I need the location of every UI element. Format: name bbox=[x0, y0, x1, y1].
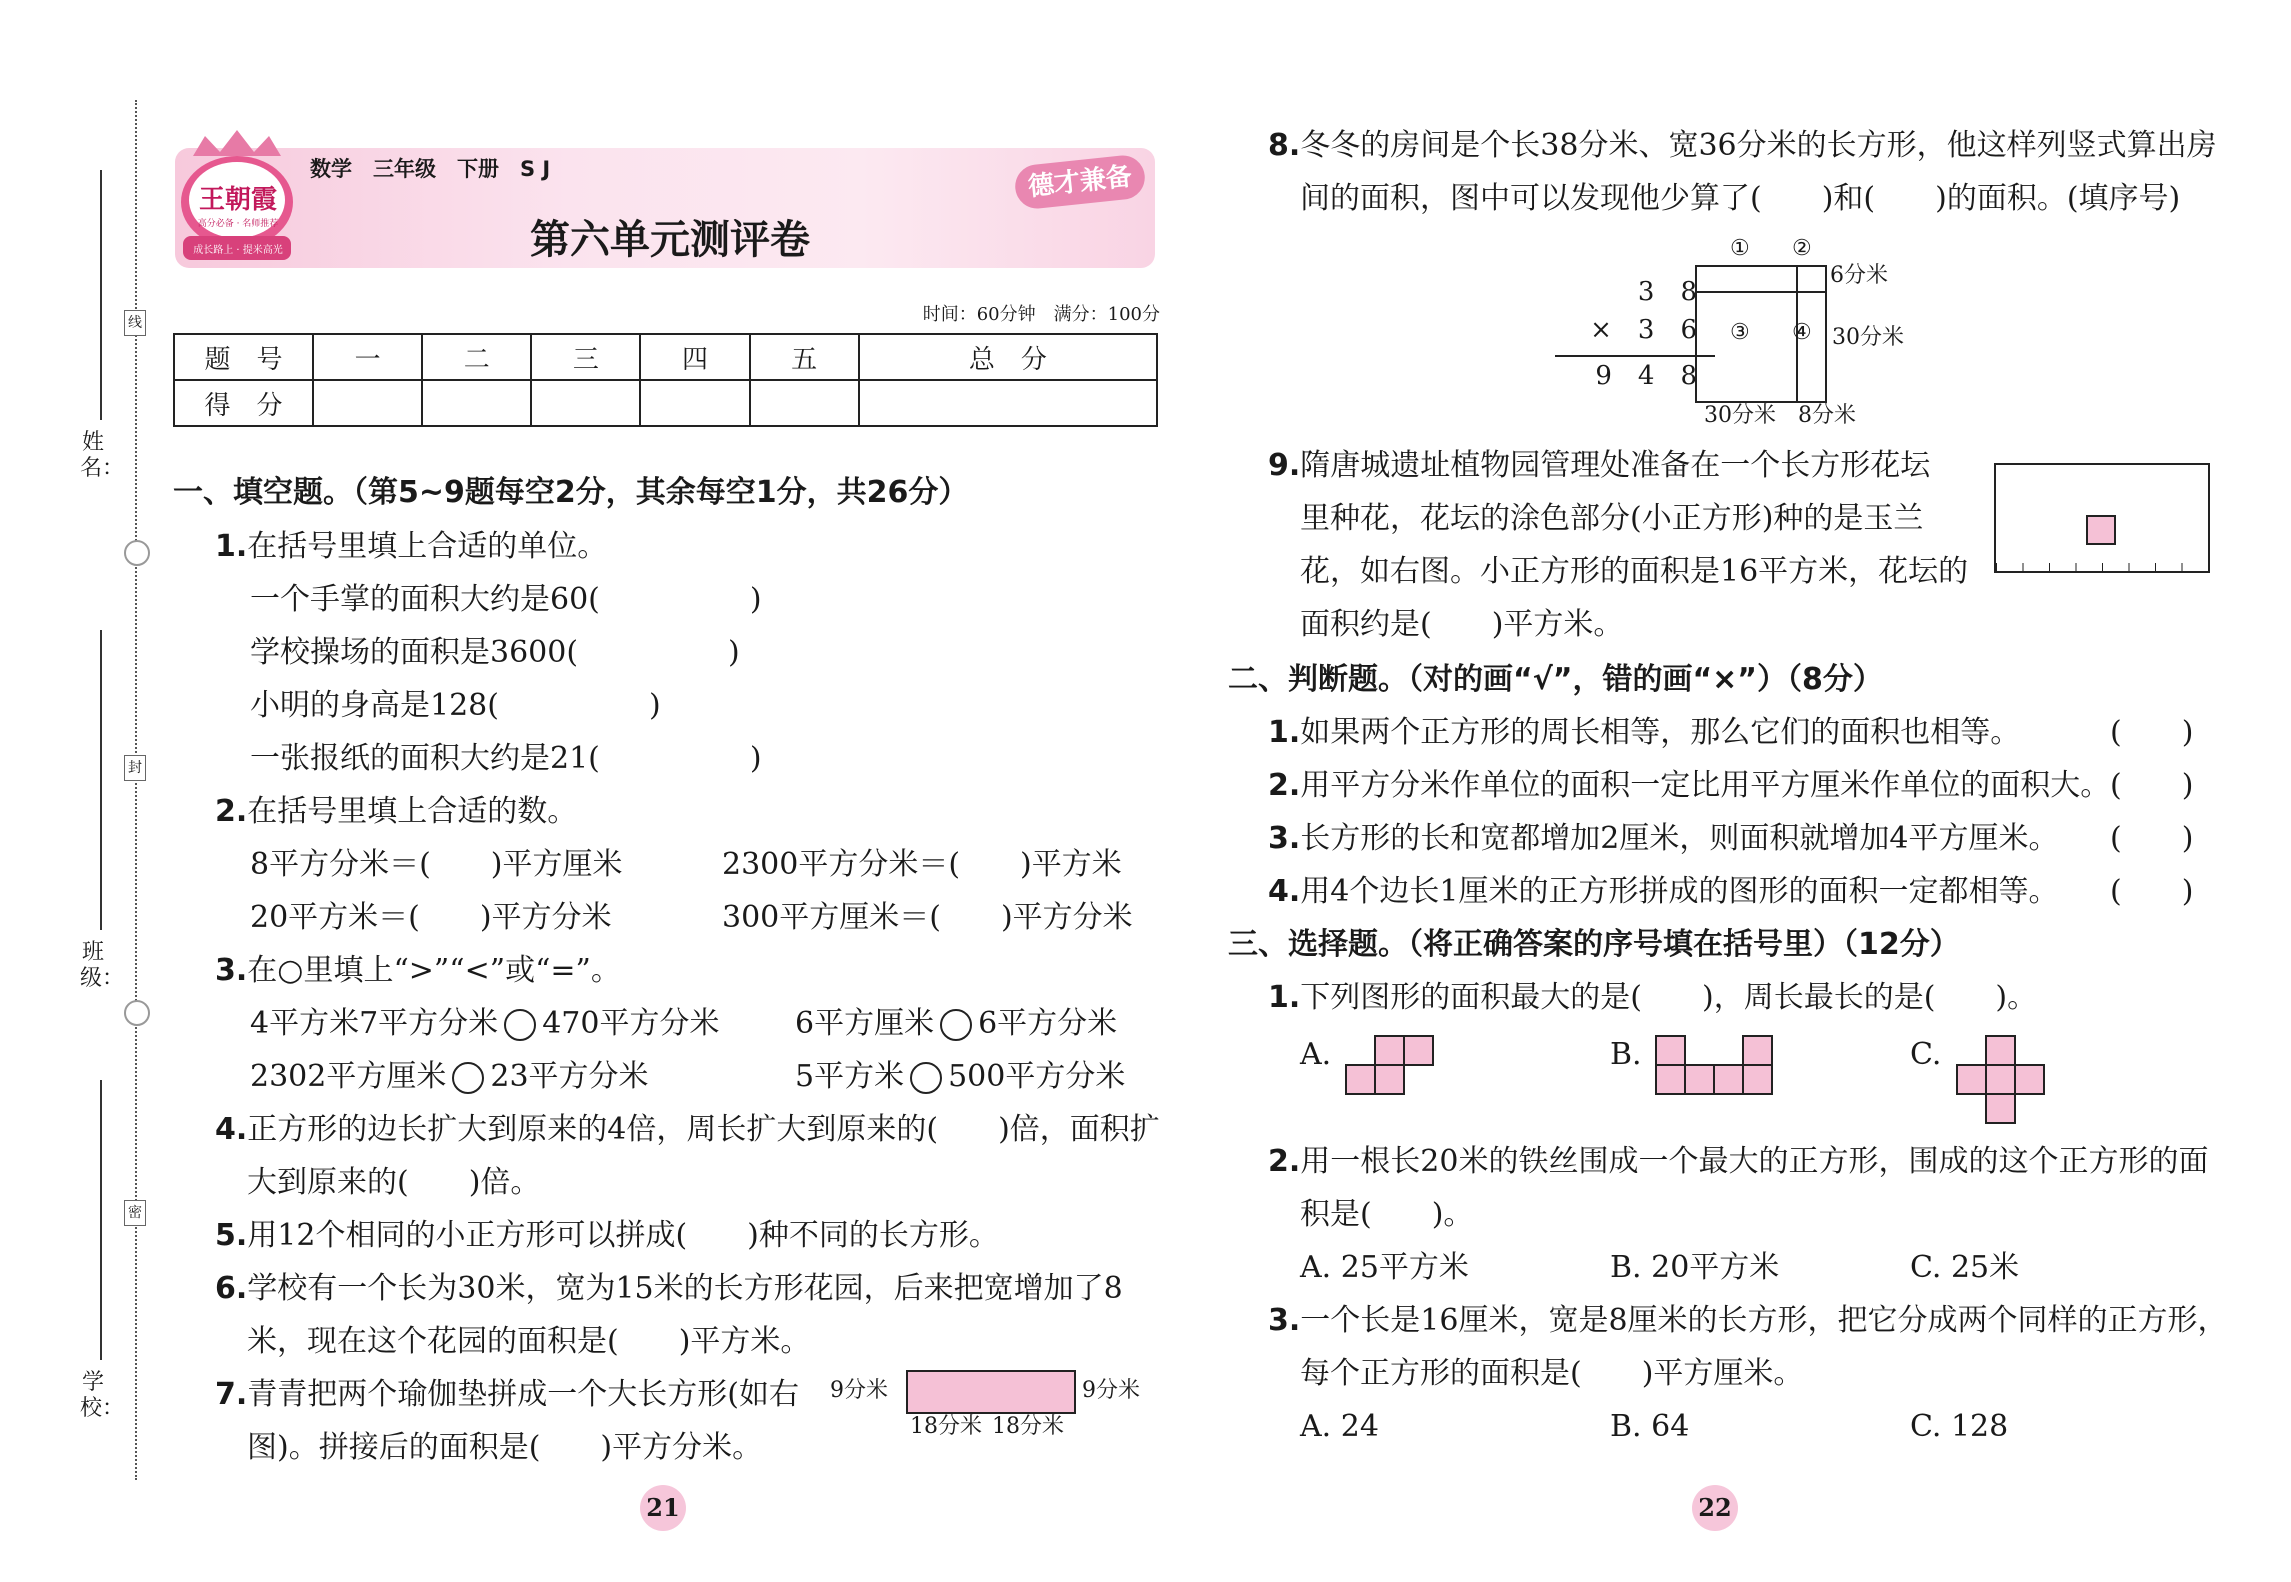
dim-label-30-horizontal: 30分米 bbox=[1704, 403, 1776, 428]
mark-secret: 密 bbox=[124, 1200, 146, 1226]
fig-label-bottom-1: 18分米 bbox=[910, 1414, 982, 1439]
mark-3: ③ bbox=[1730, 320, 1750, 345]
question-6 bbox=[215, 1269, 1123, 1309]
book-meta: 数学 三年级 下册 S J bbox=[310, 157, 551, 181]
fig-label-bottom-2: 18分米 bbox=[992, 1414, 1064, 1439]
q3-item-b bbox=[795, 1004, 1117, 1044]
section-heading-true-false: 二、判断题。（对的画“√”，错的画“×”）（8分） bbox=[1228, 662, 1883, 697]
q1-line-3: 小明的身高是128( ) bbox=[250, 688, 661, 723]
choice-q3-line-2: 每个正方形的面积是( )平方厘米。 bbox=[1300, 1356, 1804, 1391]
school-label: 学校： bbox=[80, 1370, 125, 1421]
compare-left: 5平方米 bbox=[795, 1059, 905, 1094]
question-number: 3. bbox=[1268, 821, 1301, 856]
binding-hole-icon bbox=[124, 1000, 150, 1026]
compare-circle[interactable] bbox=[940, 1009, 972, 1041]
q9-line-3: 花，如右图。小正方形的面积是16平方米，花坛的 bbox=[1300, 554, 1969, 589]
q1-line-4: 一张报纸的面积大约是21( ) bbox=[250, 741, 762, 776]
compare-left: 2302平方厘米 bbox=[250, 1059, 447, 1094]
question-text: 学校有一个长为30米，宽为15米的长方形花园，后来把宽增加了8 bbox=[247, 1271, 1123, 1306]
question-number: 4. bbox=[1268, 874, 1301, 909]
choice-q2-line-2: 积是( )。 bbox=[1300, 1197, 1474, 1232]
question-number: 8. bbox=[1268, 128, 1301, 163]
compare-left: 4平方米7平方分米 bbox=[250, 1006, 499, 1041]
flower-bed-ticks bbox=[1996, 563, 2208, 571]
question-8 bbox=[1268, 126, 2217, 166]
compare-right: 500平方分米 bbox=[948, 1059, 1126, 1094]
question-text: 正方形的边长扩大到原来的4倍，周长扩大到原来的( )倍，面积扩 bbox=[247, 1112, 1160, 1147]
table-cell: 得 分 bbox=[174, 380, 313, 426]
q2-item-c: 20平方米＝( )平方分米 bbox=[250, 900, 612, 935]
option-b[interactable]: B. 64 bbox=[1610, 1409, 1690, 1444]
mark-seal: 封 bbox=[124, 755, 146, 781]
tf-bracket[interactable]: ( ) bbox=[2110, 821, 2194, 856]
question-text: 如果两个正方形的周长相等，那么它们的面积也相等。 bbox=[1300, 715, 2021, 750]
room-divider-h bbox=[1695, 291, 1825, 293]
option-a-label[interactable]: A. bbox=[1300, 1037, 1332, 1072]
question-number: 2. bbox=[215, 794, 248, 829]
score-entry-cell[interactable] bbox=[531, 380, 640, 426]
dim-label-30-vertical: 30分米 bbox=[1832, 325, 1904, 350]
q2-item-d: 300平方厘米＝( )平方分米 bbox=[722, 900, 1133, 935]
dotted-fold-line bbox=[135, 100, 137, 1480]
question-number: 1. bbox=[1268, 715, 1301, 750]
question-text: 在括号里填上合适的单位。 bbox=[247, 529, 608, 564]
option-b-shape bbox=[1655, 1035, 1775, 1097]
choice-question-2 bbox=[1268, 1142, 2208, 1182]
brand-logo bbox=[175, 128, 300, 268]
question-text: 用一根长20米的铁丝围成一个最大的正方形，围成的这个正方形的面 bbox=[1300, 1144, 2209, 1179]
option-c[interactable]: C. 25米 bbox=[1910, 1250, 2020, 1285]
tf-item-3 bbox=[1268, 819, 2058, 859]
mark-line: 线 bbox=[124, 310, 146, 336]
section-heading-choice: 三、选择题。（将正确答案的序号填在括号里）（12分） bbox=[1228, 927, 1960, 962]
option-a[interactable]: A. 24 bbox=[1300, 1409, 1379, 1444]
q7-line-2: 图)。拼接后的面积是( )平方分米。 bbox=[247, 1430, 763, 1465]
score-entry-cell[interactable] bbox=[422, 380, 531, 426]
choice-question-1 bbox=[1268, 978, 2037, 1018]
option-c-label[interactable]: C. bbox=[1910, 1037, 1942, 1072]
compare-circle[interactable] bbox=[910, 1062, 942, 1094]
question-5 bbox=[215, 1216, 999, 1256]
table-cell: 四 bbox=[640, 334, 749, 380]
brand-name: 王朝霞 bbox=[198, 185, 277, 215]
fig-label-right: 9分米 bbox=[1082, 1378, 1140, 1403]
tf-bracket[interactable]: ( ) bbox=[2110, 768, 2194, 803]
question-number: 1. bbox=[215, 529, 248, 564]
compare-right: 470平方分米 bbox=[542, 1006, 720, 1041]
dim-label-6: 6分米 bbox=[1830, 263, 1888, 288]
question-7 bbox=[215, 1375, 799, 1415]
question-number: 5. bbox=[215, 1218, 248, 1253]
question-number: 2. bbox=[1268, 1144, 1301, 1179]
question-text: 一个长是16厘米，宽是8厘米的长方形，把它分成两个同样的正方形， bbox=[1300, 1303, 2228, 1338]
question-text: 在○里填上“>”“<”或“=”。 bbox=[247, 953, 621, 988]
tf-item-2 bbox=[1268, 766, 2110, 806]
q4-line-2: 大到原来的( )倍。 bbox=[247, 1165, 541, 1200]
yoga-mat-left bbox=[906, 1370, 994, 1414]
calc-row-2: × 3 6 bbox=[1590, 315, 1697, 345]
q1-line-1: 一个手掌的面积大约是60( ) bbox=[250, 582, 762, 617]
question-text: 下列图形的面积最大的是( )，周长最长的是( )。 bbox=[1300, 980, 2038, 1015]
question-text: 青青把两个瑜伽垫拼成一个大长方形(如右 bbox=[247, 1377, 799, 1412]
calc-row-3: 9 4 8 bbox=[1595, 361, 1697, 391]
tf-bracket[interactable]: ( ) bbox=[2110, 715, 2194, 750]
q2-item-b: 2300平方分米＝( )平方米 bbox=[722, 847, 1122, 882]
q3-item-a bbox=[250, 1004, 719, 1044]
page-number-left: 21 bbox=[640, 1485, 686, 1531]
page-number-right: 22 bbox=[1692, 1485, 1738, 1531]
brand-ribbon: 成长路上 · 提米高光 bbox=[193, 245, 283, 256]
score-entry-cell[interactable] bbox=[750, 380, 859, 426]
class-label: 班级： bbox=[80, 940, 125, 991]
question-text: 在括号里填上合适的数。 bbox=[247, 794, 578, 829]
question-1 bbox=[215, 527, 607, 567]
binding-gutter bbox=[60, 100, 150, 1480]
option-c[interactable]: C. 128 bbox=[1910, 1409, 2009, 1444]
mark-4: ④ bbox=[1792, 320, 1812, 345]
binding-hole-icon bbox=[124, 540, 150, 566]
table-cell: 三 bbox=[531, 334, 640, 380]
score-table bbox=[173, 333, 1158, 427]
option-a[interactable]: A. 25平方米 bbox=[1300, 1250, 1469, 1285]
option-c-shape bbox=[1955, 1035, 2047, 1127]
q9-line-2: 里种花，花坛的涂色部分(小正方形)种的是玉兰 bbox=[1300, 501, 1924, 536]
compare-circle[interactable] bbox=[504, 1009, 536, 1041]
q2-item-a: 8平方分米＝( )平方厘米 bbox=[250, 847, 623, 882]
question-number: 6. bbox=[215, 1271, 248, 1306]
option-a-shape bbox=[1345, 1035, 1435, 1097]
dim-label-8: 8分米 bbox=[1798, 403, 1856, 428]
question-2 bbox=[215, 792, 577, 832]
school-underline bbox=[100, 1080, 102, 1360]
option-b-label[interactable]: B. bbox=[1610, 1037, 1642, 1072]
question-text: 用12个相同的小正方形可以拼成( )种不同的长方形。 bbox=[247, 1218, 999, 1253]
tf-item-4 bbox=[1268, 872, 2058, 912]
option-b[interactable]: B. 20平方米 bbox=[1610, 1250, 1780, 1285]
table-cell: 一 bbox=[313, 334, 422, 380]
q3-item-d bbox=[795, 1057, 1125, 1097]
q1-line-2: 学校操场的面积是3600( ) bbox=[250, 635, 740, 670]
table-cell: 总 分 bbox=[859, 334, 1157, 380]
question-text: 冬冬的房间是个长38分米、宽36分米的长方形，他这样列竖式算出房 bbox=[1300, 128, 2217, 163]
question-number: 3. bbox=[1268, 1303, 1301, 1338]
section-heading-fill-in: 一、填空题。（第5~9题每空2分，其余每空1分，共26分） bbox=[173, 475, 969, 510]
q8-line-2: 间的面积，图中可以发现他少算了( )和( )的面积。(填序号) bbox=[1300, 181, 2181, 216]
question-text: 长方形的长和宽都增加2厘米，则面积就增加4平方厘米。 bbox=[1300, 821, 2059, 856]
page-title: 第六单元测评卷 bbox=[530, 217, 810, 263]
fig-label-left: 9分米 bbox=[830, 1378, 888, 1403]
question-number: 7. bbox=[215, 1377, 248, 1412]
score-table-header-row bbox=[174, 334, 1157, 380]
yoga-mat-right bbox=[990, 1370, 1076, 1414]
q3-item-c bbox=[250, 1057, 649, 1097]
name-underline bbox=[100, 170, 102, 420]
question-text: 隋唐城遗址植物园管理处准备在一个长方形花坛 bbox=[1300, 448, 1931, 483]
table-cell: 二 bbox=[422, 334, 531, 380]
flower-bed-figure bbox=[1994, 463, 2210, 573]
score-entry-cell[interactable] bbox=[640, 380, 749, 426]
tf-item-1 bbox=[1268, 713, 2020, 753]
badge-label: 德才兼备 bbox=[1013, 153, 1147, 210]
class-underline bbox=[100, 630, 102, 930]
question-number: 2. bbox=[1268, 768, 1301, 803]
question-9 bbox=[1268, 446, 1930, 486]
magnolia-square bbox=[2086, 515, 2116, 545]
question-number: 1. bbox=[1268, 980, 1301, 1015]
question-4 bbox=[215, 1110, 1160, 1150]
score-entry-cell[interactable] bbox=[859, 380, 1157, 426]
question-number: 3. bbox=[215, 953, 248, 988]
compare-right: 6平方分米 bbox=[978, 1006, 1118, 1041]
time-score-info: 时间：60分钟 满分：100分 bbox=[922, 304, 1160, 325]
question-number: 4. bbox=[215, 1112, 248, 1147]
room-diagram bbox=[1690, 235, 1904, 435]
mark-2: ② bbox=[1792, 236, 1812, 261]
calc-row-1: 3 8 bbox=[1637, 277, 1697, 307]
q6-line-2: 米，现在这个花园的面积是( )平方米。 bbox=[247, 1324, 811, 1359]
compare-left: 6平方厘米 bbox=[795, 1006, 935, 1041]
compare-right: 23平方分米 bbox=[490, 1059, 649, 1094]
question-text: 用平方分米作单位的面积一定比用平方厘米作单位的面积大。 bbox=[1300, 768, 2111, 803]
score-table-score-row bbox=[174, 380, 1157, 426]
table-cell: 五 bbox=[750, 334, 859, 380]
q9-line-4: 面积约是( )平方米。 bbox=[1300, 607, 1624, 642]
mark-1: ① bbox=[1730, 236, 1750, 261]
score-entry-cell[interactable] bbox=[313, 380, 422, 426]
question-text: 用4个边长1厘米的正方形拼成的图形的面积一定都相等。 bbox=[1300, 874, 2059, 909]
question-3 bbox=[215, 951, 621, 991]
compare-circle[interactable] bbox=[452, 1062, 484, 1094]
brand-slogan: 高分必备 · 名师推荐 bbox=[197, 219, 279, 229]
question-number: 9. bbox=[1268, 448, 1301, 483]
yoga-mat-figure bbox=[830, 1368, 1160, 1448]
name-label: 姓名： bbox=[80, 430, 125, 481]
tf-bracket[interactable]: ( ) bbox=[2110, 874, 2194, 909]
table-cell: 题 号 bbox=[174, 334, 313, 380]
choice-question-3 bbox=[1268, 1301, 2228, 1341]
